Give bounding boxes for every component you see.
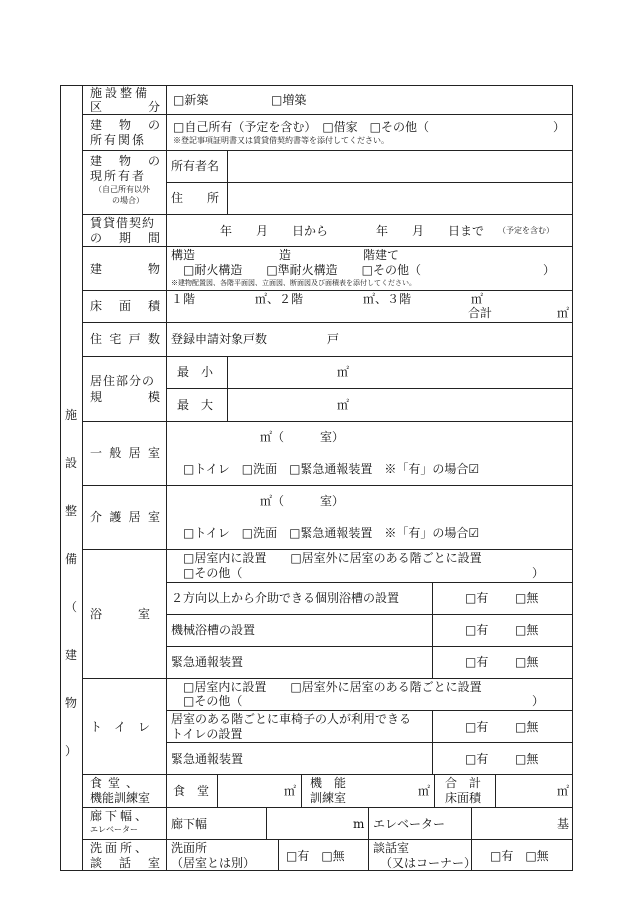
side-label: 施 設 整 備 （ 建 物 ） [64, 408, 77, 758]
bath-q2-yes[interactable]: □有 [465, 623, 489, 637]
owner-name-label: 所有者名 [171, 159, 220, 173]
max-unit: ㎡ [337, 398, 350, 412]
elevator-label: エレベーター [373, 817, 446, 831]
shinchiku-checkbox[interactable]: □新築 [173, 93, 209, 107]
min-label: 最 小 [177, 365, 214, 379]
label-gen-shoyusha: 現所有者 [90, 169, 147, 183]
label-kaigo-kyoshitsu: 介 護 居 室 [90, 510, 160, 524]
label-kikan: の 期 間 [90, 231, 160, 245]
bath-location-options[interactable]: □居室内に設置 □居室外に居室のある階ごとに設置 [183, 551, 482, 565]
label-tatemono2: 建 物 の [90, 154, 160, 168]
toilet-q-wheelchair-a: 居室のある階ごとに車椅子の人が利用できる [171, 712, 412, 726]
label-shokudo: 食堂、 [90, 776, 145, 790]
ownership-options[interactable]: □自己所有（予定を含む） □借家 □その他（ [173, 120, 430, 134]
lounge-label-1: 談話室 [373, 841, 410, 855]
wash-label-2: （居室とは別） [171, 856, 256, 870]
training-unit: ㎡ [418, 784, 431, 798]
elevator-unit: 基 [557, 817, 570, 831]
toilet-location-options[interactable]: □居室内に設置 □居室外に居室のある階ごとに設置 [183, 680, 482, 694]
bath-other-close: ） [532, 566, 545, 580]
structure-note: ※建物配置図、各階平面図、立面図、断面図及び面積表を添付してください。 [171, 279, 416, 287]
toilet-q1-yes[interactable]: □有 [465, 720, 489, 734]
unit-count-line: 登録申請対象戸数 戸 [171, 332, 340, 346]
corridor-width-label: 廊下幅 [171, 817, 208, 831]
owner-address-label: 住 所 [171, 191, 220, 205]
label-kubun: 区 分 [90, 100, 160, 114]
bath-q1-yes[interactable]: □有 [465, 591, 489, 605]
facility-form [60, 85, 573, 871]
care-room-equip[interactable]: □トイレ □洗面 □緊急通報装置 ※「有」の場合☑ [183, 526, 480, 540]
label-shisetsu-seibi: 施設整備 [90, 86, 151, 100]
toilet-q2-no[interactable]: □無 [515, 752, 539, 766]
label-tatemono: 建 物 の [90, 118, 160, 132]
wash-yes-no[interactable]: □有 □無 [286, 849, 345, 863]
bath-q3-no[interactable]: □無 [515, 655, 539, 669]
ownership-note: ※登記事項証明書又は賃貸借契約書等を添付してください。 [173, 136, 389, 145]
label-shoyu-kankei: 所有関係 [90, 133, 147, 147]
lounge-label-2: （又はコーナー） [380, 856, 477, 870]
label-jiko-igai: （自己所有以外 [94, 185, 150, 194]
label-kinou-kunren: 機能訓練室 [90, 791, 151, 805]
training-label-1: 機 能 [310, 776, 347, 790]
bath-q-individual: ２方向以上から介助できる個別浴槽の設置 [171, 591, 400, 605]
toilet-q2-yes[interactable]: □有 [465, 752, 489, 766]
fire-resist-options[interactable]: □耐火構造 □準耐火構造 □その他（ [183, 263, 422, 277]
floor-area-line: １階 ㎡、２階 ㎡、３階 ㎡ [171, 292, 484, 306]
bath-q3-yes[interactable]: □有 [465, 655, 489, 669]
dining-label: 食 堂 [173, 784, 210, 798]
label-baai: の場合） [112, 196, 144, 205]
label-ippan-kyoshitsu: 一 般 居 室 [90, 446, 160, 460]
toilet-other-option[interactable]: □その他（ [183, 694, 243, 708]
corridor-width-unit: m [353, 817, 365, 831]
structure-close: ） [543, 263, 556, 277]
total-area-label-2: 床面積 [445, 791, 482, 805]
label-chintai: 賃貸借契約 [90, 216, 156, 230]
general-room-area: ㎡（ 室） [260, 430, 345, 444]
toilet-q-wheelchair-b: トイレの設置 [171, 727, 243, 741]
floor-total-label: 合計 [468, 306, 493, 320]
bath-other-option[interactable]: □その他（ [183, 566, 243, 580]
zouchiku-checkbox[interactable]: □増築 [271, 93, 307, 107]
total-area-unit: ㎡ [557, 784, 570, 798]
lease-period: 年 月 日から 年 月 日まで [220, 224, 485, 238]
wash-label-1: 洗面所 [171, 841, 208, 855]
label-yokushitsu: 浴 室 [90, 607, 151, 621]
training-label-2: 訓練室 [310, 791, 347, 805]
lease-note: （予定を含む） [498, 226, 554, 235]
label-elevator: エレベーター [90, 825, 138, 834]
label-tatemono3: 建 物 [90, 262, 160, 276]
label-rouka: 廊下幅、 [90, 809, 151, 823]
general-room-equip[interactable]: □トイレ □洗面 □緊急通報装置 ※「有」の場合☑ [183, 462, 480, 476]
bath-q-alarm: 緊急通報装置 [171, 655, 244, 669]
toilet-q1-no[interactable]: □無 [515, 720, 539, 734]
label-yuka-menseki: 床 面 積 [90, 299, 160, 313]
bath-q-machine: 機械浴槽の設置 [171, 623, 256, 637]
bath-q2-no[interactable]: □無 [515, 623, 539, 637]
floor-total-unit: ㎡ [557, 306, 570, 320]
total-area-label-1: 合 計 [445, 776, 482, 790]
min-unit: ㎡ [337, 365, 350, 379]
bath-q1-no[interactable]: □無 [515, 591, 539, 605]
label-kyoju-bubun: 居住部分の [90, 374, 156, 388]
label-toilet: ト イ レ [90, 720, 151, 734]
label-jutaku-kosu: 住 宅 戸 数 [90, 332, 160, 346]
toilet-q-alarm: 緊急通報装置 [171, 752, 244, 766]
structure-line: 構造 造 階建て [171, 248, 400, 262]
label-senmenjo: 洗面所、 [90, 841, 151, 855]
label-kibo: 規 模 [90, 390, 160, 404]
ownership-close: ） [553, 120, 566, 134]
toilet-other-close: ） [532, 694, 545, 708]
lounge-yes-no[interactable]: □有 □無 [490, 849, 549, 863]
care-room-area: ㎡（ 室） [260, 494, 345, 508]
label-danwashitsu: 談 話 室 [90, 856, 160, 870]
max-label: 最 大 [177, 398, 214, 412]
dining-unit: ㎡ [284, 784, 297, 798]
